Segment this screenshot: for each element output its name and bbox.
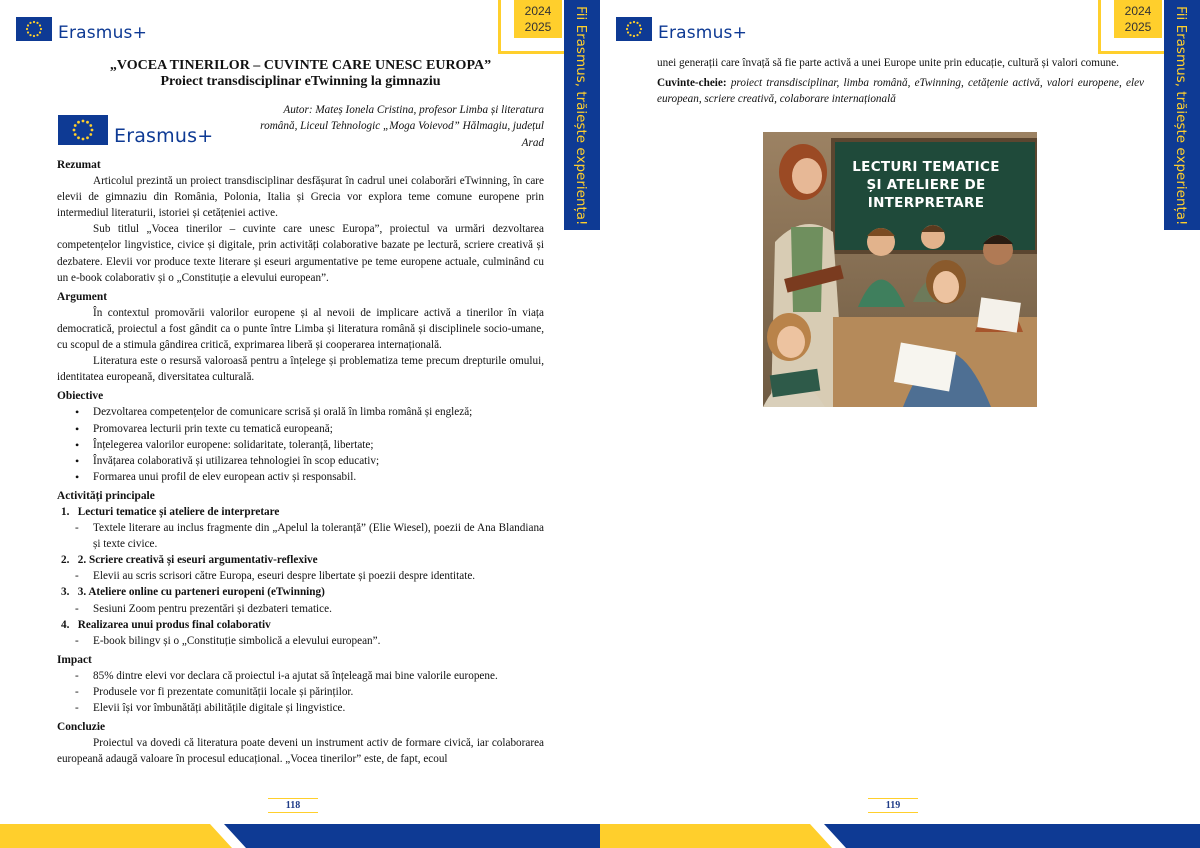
article-subtitle: Proiect transdisciplinar eTwinning la gimnaziu	[160, 74, 441, 89]
activity-number: 3.	[61, 586, 70, 599]
brand-name: Erasmus+	[658, 23, 748, 43]
list-item: - Elevii își vor îmbunătăți abilitățile digitale și lingvistice.	[75, 700, 544, 716]
activity-heading	[57, 552, 544, 568]
section-heading-argument: Argument	[57, 290, 107, 303]
keywords-text: proiect transdisciplinar, limba română, eTwinning, cetățenie activă, valori europene, elev european, scriere creativă, colaborare internațională	[657, 77, 1145, 106]
list-item: - Produsele vor fi prezentate comunității locale și părinților.	[75, 684, 544, 700]
right-page	[600, 0, 1200, 848]
bottom-color-band	[0, 824, 600, 848]
keywords	[657, 75, 1144, 107]
author-line: Arad	[521, 136, 544, 149]
activity-title: Realizarea unui produs final colaborativ	[77, 618, 271, 631]
image-caption-line: LECTURI TEMATICE	[852, 159, 1000, 175]
paragraph: Articolul prezintă un proiect transdisciplinar desfășurat în cadrul unei colaborări eTwinning, în care elevii de gimnaziu din România, Polonia, Italia și Grecia vor explora teme comune europene prin intermediul literaturii, istoriei și cetățeniei active.	[57, 175, 544, 220]
page-number: 118	[268, 798, 318, 813]
eu-flag-icon	[58, 115, 108, 145]
paragraph: unei generații care învață să fie parte activă a unei Europe unite prin educație, cultură și valori comune.	[657, 57, 1119, 69]
activity-title: 3. Ateliere online cu parteneri europeni (eTwinning)	[77, 586, 325, 599]
article-title	[57, 58, 544, 90]
paragraph: Proiectul va dovedi că literatura poate deveni un instrument activ de formare civică, iar colaborarea europeană adaugă valoare în procesul educațional. „Vocea tinerilor” este, de fapt, ecoul	[57, 737, 544, 766]
paragraph: Sub titlul „Vocea tinerilor – cuvinte care unesc Europa”, proiectul va urmări dezvoltarea competențelor lingvistice, civice și digitale, prin activități colaborative bazate pe lectură, scriere creativă și dezbatere. Elevii vor produce texte literare și eseuri argumentative pe teme europene actuale, culminând cu un e-book colaborativ și o „Constituție a elevului european”.	[57, 223, 544, 284]
activity-number: 1.	[61, 505, 70, 518]
erasmus-logo	[616, 15, 747, 43]
list-item: • Învățarea colaborativă și utilizarea tehnologiei în scop educativ;	[75, 453, 544, 469]
list-item: - E-book bilingv și o „Constituție simbolică a elevului european”.	[75, 633, 544, 649]
activity-heading	[57, 584, 544, 600]
erasmus-logo	[16, 15, 147, 43]
activity-items	[75, 568, 544, 584]
section-heading-obiective: Obiective	[57, 390, 104, 403]
eu-flag-icon	[616, 17, 652, 41]
activity-items	[75, 520, 544, 552]
erasmus-logo-large	[58, 113, 213, 147]
author-block	[230, 102, 544, 151]
side-slogan-band	[1164, 0, 1200, 230]
section-heading-concluzie: Concluzie	[57, 721, 106, 734]
list-item: • Formarea unui profil de elev european activ și responsabil.	[75, 469, 544, 485]
year-badge	[1114, 0, 1162, 38]
list-item: - Sesiuni Zoom pentru prezentări și dezbateri tematice.	[75, 601, 544, 617]
section-heading-impact: Impact	[57, 653, 92, 666]
section-heading-rezumat: Rezumat	[57, 159, 101, 171]
year-end: 2025	[524, 20, 552, 34]
list-item: • Promovarea lecturii prin texte cu tematică europeană;	[75, 421, 544, 437]
year-start: 2024	[524, 4, 552, 18]
section-heading-activitati: Activități principale	[57, 489, 155, 502]
side-slogan: Fii Erasmus, trăiește experiența!	[1173, 6, 1189, 226]
impact-list	[75, 668, 544, 716]
activity-number: 2.	[61, 554, 70, 567]
article-title-line1: „VOCEA TINERILOR – CUVINTE CARE UNESC EUROPA”	[109, 58, 492, 73]
list-item: • Înțelegerea valorilor europene: solidaritate, toleranță, libertate;	[75, 437, 544, 453]
activity-title: Lecturi tematice și ateliere de interpretare	[77, 505, 280, 518]
activity-number: 4.	[61, 618, 70, 631]
classroom-illustration	[763, 132, 1037, 407]
list-item: - Elevii au scris scrisori către Europa, eseuri despre libertate și poezii despre identitate.	[75, 568, 544, 584]
keywords-label: Cuvinte-cheie:	[657, 77, 727, 90]
list-item: - 85% dintre elevi vor declara că proiectul i-a ajutat să înțeleagă mai bine valorile europene.	[75, 668, 544, 684]
brand-name: Erasmus+	[58, 23, 148, 43]
activity-title: 2. Scriere creativă și eseuri argumentativ-reflexive	[77, 554, 318, 567]
article-body	[57, 157, 544, 767]
year-badge	[514, 0, 562, 38]
year-start: 2024	[1124, 4, 1152, 18]
image-caption-line: ȘI ATELIERE DE	[866, 177, 986, 193]
activity-heading	[57, 617, 544, 633]
paragraph: Literatura este o resursă valoroasă pentru a înțelege și problematiza teme precum drepturile omului, identitatea europeană, diversitatea culturală.	[57, 355, 544, 384]
list-item: - Textele literare au inclus fragmente din „Apelul la toleranță” (Elie Wiesel), poezii de Ana Blandiana și texte civice.	[75, 520, 544, 552]
brand-name-large: Erasmus+	[114, 125, 214, 147]
author-line: română, Liceul Tehnologic „Moga Voievod” Hălmagiu, județul	[260, 120, 544, 133]
activity-heading	[57, 504, 544, 520]
image-caption	[841, 158, 1011, 212]
page-number: 119	[868, 798, 918, 813]
bottom-color-band	[600, 824, 1200, 848]
side-slogan-band	[564, 0, 600, 230]
side-slogan: Fii Erasmus, trăiește experiența!	[573, 6, 589, 226]
activity-items	[75, 633, 544, 649]
image-caption-line: INTERPRETARE	[867, 195, 985, 211]
list-item: • Dezvoltarea competențelor de comunicare scrisă și orală în limba română și engleză;	[75, 404, 544, 420]
eu-flag-icon	[16, 17, 52, 41]
paragraph: În contextul promovării valorilor europene și al nevoii de implicare activă a tinerilor în viața democratică, proiectul a fost gândit ca o punte între Limba și literatura română și disciplinele socio-umane, cu scopul de a stimula gândirea critică, exprimarea liberă și cooperarea internațională.	[57, 306, 544, 352]
activity-items	[75, 601, 544, 617]
objectives-list	[75, 404, 544, 484]
author-line: Autor: Mateș Ionela Cristina, profesor Limba și literatura	[283, 104, 544, 116]
article-body-continued	[657, 55, 1144, 107]
year-end: 2025	[1124, 20, 1152, 34]
